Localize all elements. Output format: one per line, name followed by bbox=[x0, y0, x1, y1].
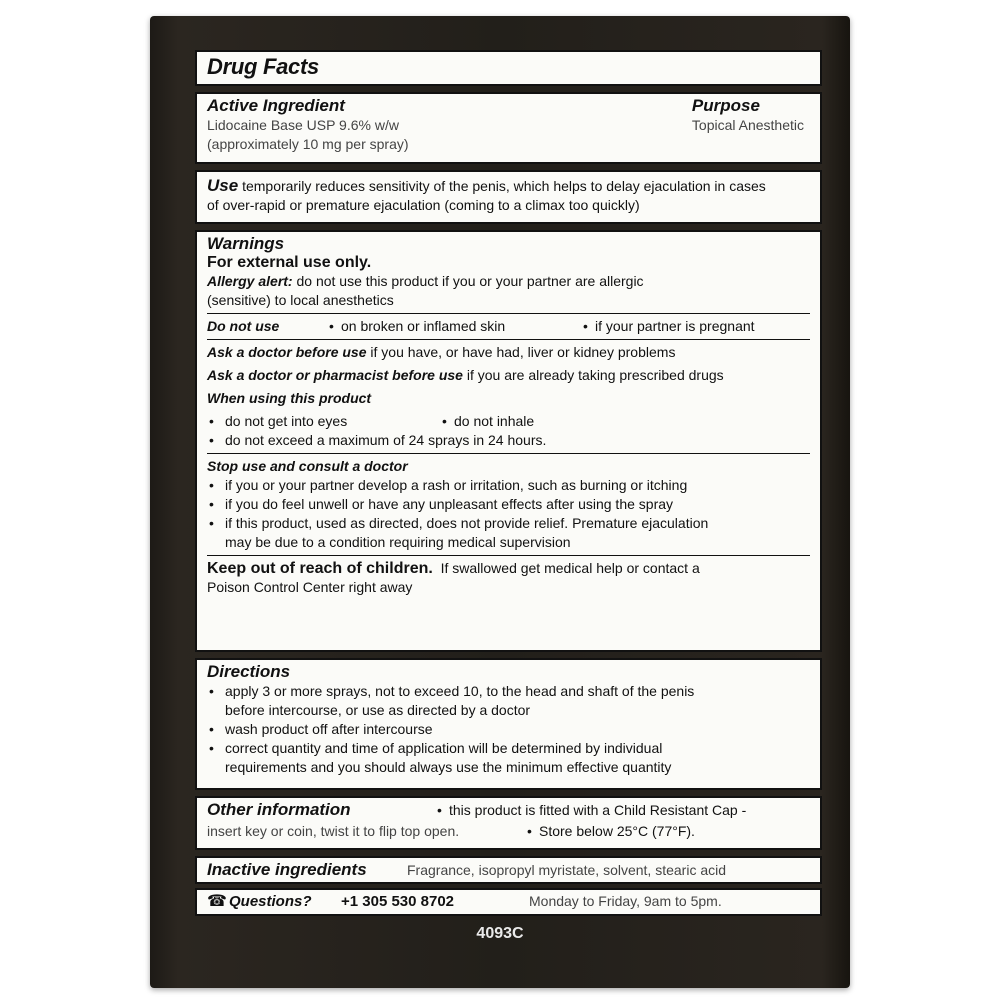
when-using-label: When using this product bbox=[207, 390, 372, 406]
divider bbox=[207, 313, 810, 314]
inactive-ingredients-text: Fragrance, isopropyl myristate, solvent, stearic acid bbox=[407, 862, 727, 878]
active-ingredient-panel bbox=[195, 92, 822, 164]
use-panel bbox=[195, 170, 822, 224]
ask-doctor-label: Ask a doctor before use bbox=[207, 344, 367, 360]
directions-item-2: • wash product off after intercourse bbox=[207, 720, 810, 739]
purpose-text: Topical Anesthetic bbox=[691, 117, 804, 133]
do-not-use-item-2: • if your partner is pregnant bbox=[581, 317, 755, 336]
use-line1: temporarily reduces sensitivity of the penis, which helps to delay ejaculation in cases bbox=[242, 178, 766, 194]
inactive-ingredients-heading: Inactive ingredients bbox=[207, 860, 367, 879]
other-information-panel bbox=[195, 796, 822, 850]
storage-text: • Store below 25°C (77°F). bbox=[525, 822, 695, 841]
stop-use-item-3b: may be due to a condition requiring medical supervision bbox=[225, 534, 571, 550]
allergy-alert-line2: (sensitive) to local anesthetics bbox=[207, 292, 394, 308]
stop-use-item-2: • if you do feel unwell or have any unpleasant effects after using the spray bbox=[207, 495, 810, 514]
external-use-notice: For external use only. bbox=[207, 254, 372, 271]
directions-item-3a: • correct quantity and time of application will be determined by individual bbox=[207, 739, 810, 758]
when-using-item-3: • do not exceed a maximum of 24 sprays in 24 hours. bbox=[207, 431, 810, 450]
warnings-panel bbox=[195, 230, 822, 652]
ask-pharmacist-label: Ask a doctor or pharmacist before use bbox=[207, 367, 463, 383]
drug-facts-title-panel bbox=[195, 50, 822, 86]
product-code: 4093C bbox=[476, 925, 524, 942]
drug-facts-title: Drug Facts bbox=[207, 54, 319, 79]
questions-phone: +1 305 530 8702 bbox=[341, 893, 455, 910]
stop-use-item-1: • if you or your partner develop a rash or irritation, such as burning or itching bbox=[207, 476, 810, 495]
when-using-item-1: • do not get into eyes bbox=[207, 412, 440, 431]
active-ingredient-line2: (approximately 10 mg per spray) bbox=[207, 136, 409, 152]
divider bbox=[207, 555, 810, 556]
ask-pharmacist-text: if you are already taking prescribed drugs bbox=[466, 367, 724, 383]
questions-label: Questions? bbox=[229, 893, 312, 910]
other-information-line2: insert key or coin, twist it to flip top open. bbox=[207, 823, 460, 839]
directions-panel bbox=[195, 658, 822, 790]
ask-doctor-text: if you have, or have had, liver or kidney problems bbox=[370, 344, 676, 360]
stop-use-label: Stop use and consult a doctor bbox=[207, 458, 408, 474]
do-not-use-item-1: • on broken or inflamed skin bbox=[327, 317, 581, 336]
allergy-alert-label: Allergy alert: bbox=[207, 273, 293, 289]
directions-item-1a: • apply 3 or more sprays, not to exceed 10, to the head and shaft of the penis bbox=[207, 682, 810, 701]
other-information-line1: • this product is fitted with a Child Resistant Cap - bbox=[435, 801, 746, 820]
phone-icon: ☎ bbox=[207, 893, 227, 910]
use-line2: of over-rapid or premature ejaculation (coming to a climax too quickly) bbox=[207, 197, 640, 213]
allergy-alert-line1: do not use this product if you or your partner are allergic bbox=[296, 273, 644, 289]
active-ingredient-heading: Active Ingredient bbox=[207, 96, 345, 115]
keep-out-text1: If swallowed get medical help or contact a bbox=[440, 560, 700, 576]
keep-out-text2: Poison Control Center right away bbox=[207, 579, 413, 595]
divider bbox=[207, 453, 810, 454]
use-label: Use bbox=[207, 176, 239, 195]
directions-item-1b: before intercourse, or use as directed by a doctor bbox=[225, 702, 531, 718]
questions-hours: Monday to Friday, 9am to 5pm. bbox=[529, 893, 722, 909]
keep-out-label: Keep out of reach of children. bbox=[207, 560, 433, 577]
warnings-heading: Warnings bbox=[207, 234, 285, 253]
questions-panel bbox=[195, 888, 822, 916]
inactive-ingredients-panel bbox=[195, 856, 822, 884]
divider bbox=[207, 339, 810, 340]
when-using-item-2: • do not inhale bbox=[440, 412, 534, 431]
active-ingredient-line1: Lidocaine Base USP 9.6% w/w bbox=[207, 117, 399, 133]
purpose-heading: Purpose bbox=[691, 96, 760, 115]
do-not-use-label: Do not use bbox=[207, 318, 280, 334]
stop-use-item-3a: • if this product, used as directed, does not provide relief. Premature ejaculation bbox=[207, 514, 810, 533]
other-information-heading: Other information bbox=[207, 800, 351, 819]
directions-item-3b: requirements and you should always use the minimum effective quantity bbox=[225, 759, 672, 775]
directions-heading: Directions bbox=[207, 662, 291, 681]
